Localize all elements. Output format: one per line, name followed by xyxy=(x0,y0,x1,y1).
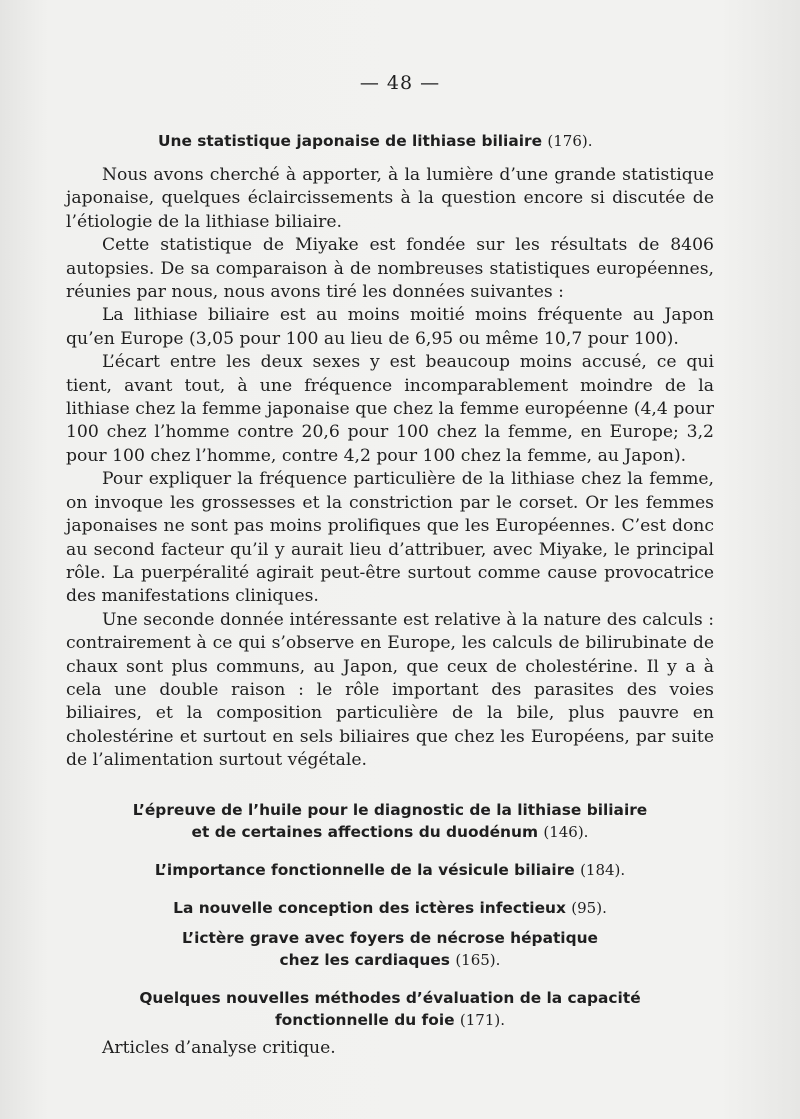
title-line: L’épreuve de l’huile pour le diagnostic de la lithiase biliaire xyxy=(132,800,648,819)
section-heading xyxy=(158,130,714,152)
page-content xyxy=(66,130,714,1060)
paragraph: La lithiase biliaire est au moins moitié moins fréquente au Japon qu’en Europe (3,05 pour 100 au lieu de 6,95 ou même 10,7 pour 100). xyxy=(66,305,714,349)
title-ref: (171). xyxy=(459,1010,506,1029)
title-line: chez les cardiaques xyxy=(279,950,450,969)
title-line: fonctionnelle du foie xyxy=(274,1010,455,1029)
title-entry xyxy=(66,927,714,971)
page-number: — 48 — xyxy=(359,72,441,94)
title-entry xyxy=(66,799,714,843)
title-line: et de certaines affections du duodénum xyxy=(191,822,538,841)
title-ref: (95). xyxy=(571,898,607,917)
paragraph: Nous avons cherché à apporter, à la lumière d’une grande statistique japonaise, quelques éclaircissements à la question encore si discutée de l’étiologie de la lithiase biliaire. xyxy=(66,165,714,232)
title-ref: (184). xyxy=(580,860,626,879)
paragraph: L’écart entre les deux sexes y est beaucoup moins accusé, ce qui tient, avant tout, à une fréquence incomparablement moindre de la lithiase chez la femme japonaise que chez la femme européenne (4,4 pour 100 chez l’homme contre 20,6 pour 100 chez la femme, en Europe; 3,2 pour 100 chez l’homme, contre 4,2 pour 100 chez la femme, au Japon). xyxy=(66,352,714,466)
paragraph: Cette statistique de Miyake est fondée sur les résultats de 8406 autopsies. De sa comparaison à de nombreuses statistiques européennes, réunies par nous, nous avons tiré les données suivantes : xyxy=(66,235,714,303)
title-entry xyxy=(66,859,714,881)
closing-text: Articles d’analyse critique. xyxy=(102,1037,336,1058)
title-line: Quelques nouvelles méthodes d’évaluation de la capacité xyxy=(139,988,641,1007)
title-entry xyxy=(66,987,714,1031)
paragraph: Pour expliquer la fréquence particulière de la lithiase chez la femme, on invoque les grossesses et la constriction par le corset. Or les femmes japonaises ne sont pas moins prolifiques que les Européennes. C’est donc au second facteur qu’il y aurait lieu d’attribuer, avec Miyake, le principal rôle. La puerpéralité agirait peut-être surtout comme cause provocatrice des manifestations cliniques. xyxy=(66,469,714,607)
section-ref: (176). xyxy=(547,132,593,150)
title-line: L’ictère grave avec foyers de nécrose hépatique xyxy=(182,928,598,947)
title-entry xyxy=(66,897,714,919)
section-title: Une statistique japonaise de lithiase biliaire xyxy=(158,132,543,150)
title-ref: (146). xyxy=(543,822,589,841)
title-ref: (165). xyxy=(455,950,501,969)
title-line: L’importance fonctionnelle de la vésicule biliaire xyxy=(154,860,575,879)
paragraph: Une seconde donnée intéressante est relative à la nature des calculs : contrairement à ce qui s’observe en Europe, les calculs de bilirubinate de chaux sont plus communs, au Japon, que ceux de cholestérine. Il y a à cela une double raison : le rôle important des parasites des voies biliaires, et la composition particulière de la bile, plus pauvre en cholestérine et surtout en sels biliaires que chez les Européens, par suite de l’alimentation surtout végétale. xyxy=(66,609,714,771)
title-line: La nouvelle conception des ictères infectieux xyxy=(173,898,566,917)
